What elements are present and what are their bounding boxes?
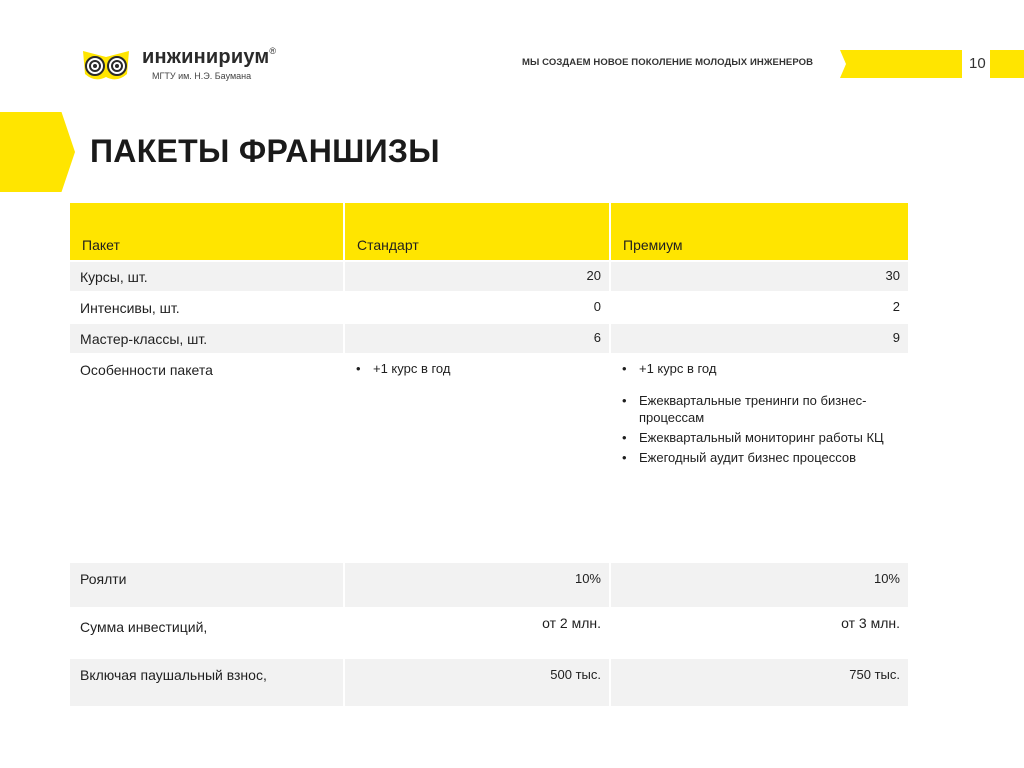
page-accent-tab: [990, 50, 1024, 78]
row-value-intensives-premium: 2: [892, 299, 900, 314]
row-value-investment-standard: от 2 млн.: [542, 615, 601, 631]
row-value-intensives-standard: 0: [593, 299, 601, 314]
row-value-fee-premium: 750 тыс.: [611, 659, 908, 706]
row-label-intensives: Интенсивы, шт.: [80, 300, 180, 316]
header-slogan: МЫ СОЗДАЕМ НОВОЕ ПОКОЛЕНИЕ МОЛОДЫХ ИНЖЕНЕРОВ: [522, 57, 814, 68]
header-cell-package: Пакет: [70, 203, 343, 260]
row-label-royalty: Роялти: [70, 563, 343, 607]
feature-item: • Ежеквартальный мониторинг работы КЦ: [619, 429, 908, 446]
feature-item: • +1 курс в год: [619, 360, 908, 377]
header-cell-standard: Стандарт: [345, 203, 609, 260]
row-label-courses: Курсы, шт.: [70, 262, 343, 291]
row-value-royalty-premium: 10%: [611, 563, 908, 607]
row-value-fee-standard: 500 тыс.: [345, 659, 609, 706]
feature-item: • Ежеквартальные тренинги по бизнес-процессам: [619, 392, 908, 426]
feature-item: • Ежегодный аудит бизнес процессов: [619, 449, 908, 466]
brand-subtitle: МГТУ им. Н.Э. Баумана: [152, 71, 252, 81]
features-premium: [611, 355, 908, 560]
page-title: ПАКЕТЫ ФРАНШИЗЫ: [90, 133, 440, 169]
brand-logo: [80, 44, 290, 88]
row-value-courses-premium: 30: [611, 262, 908, 291]
row-label-masterclasses: Мастер-классы, шт.: [70, 324, 343, 353]
features-standard: [345, 355, 609, 560]
slogan-accent-tab: [840, 50, 962, 78]
title-accent-tab: [0, 112, 75, 192]
row-value-masterclasses-premium: 9: [611, 324, 908, 353]
owl-eyes-icon: [80, 48, 132, 84]
page-number: 10: [969, 55, 986, 72]
brand-reg-mark: ®: [269, 46, 277, 56]
brand-name: инжинириум®: [142, 46, 277, 68]
row-value-courses-standard: 20: [345, 262, 609, 291]
row-label-fee: Включая паушальный взнос,: [70, 659, 343, 706]
row-value-investment-premium: от 3 млн.: [841, 615, 900, 631]
header-cell-premium: Премиум: [611, 203, 908, 260]
row-value-royalty-standard: 10%: [345, 563, 609, 607]
feature-item: • +1 курс в год: [353, 360, 609, 377]
row-label-features: Особенности пакета: [80, 362, 213, 378]
row-value-masterclasses-standard: 6: [345, 324, 609, 353]
row-label-investment: Сумма инвестиций,: [80, 619, 208, 635]
